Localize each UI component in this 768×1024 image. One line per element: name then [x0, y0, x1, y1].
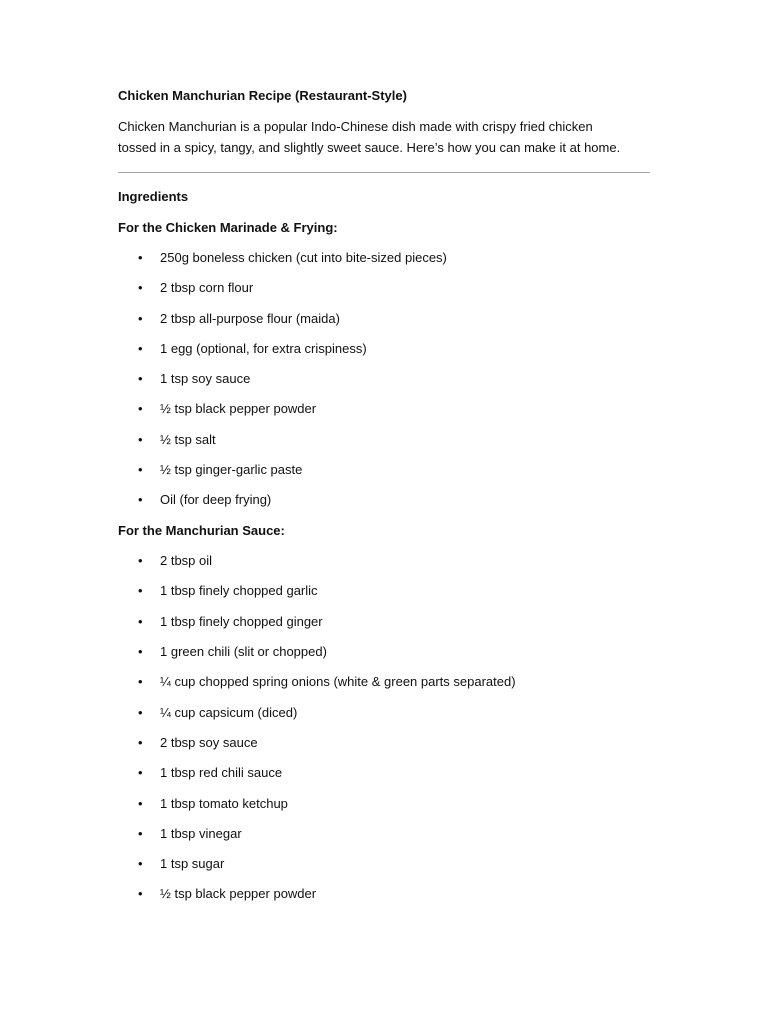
- list-item-text: ¼ cup chopped spring onions (white & green parts separated): [160, 674, 516, 690]
- bullet-icon: •: [138, 704, 143, 720]
- bullet-icon: •: [138, 371, 143, 387]
- intro-paragraph: [118, 116, 650, 158]
- bullet-icon: •: [138, 492, 143, 508]
- list-item: [118, 339, 650, 359]
- bullet-icon: •: [138, 765, 143, 781]
- list-item: [118, 309, 650, 329]
- bullet-icon: •: [138, 280, 143, 296]
- list-item: [118, 672, 650, 692]
- bullet-icon: •: [138, 250, 143, 265]
- sauce-heading: For the Manchurian Sauce:: [118, 522, 285, 538]
- bullet-icon: •: [138, 431, 143, 447]
- bullet-icon: •: [138, 856, 143, 872]
- list-item-text: ½ tsp black pepper powder: [160, 886, 317, 902]
- list-item: [118, 278, 650, 298]
- bullet-icon: •: [138, 644, 143, 660]
- sauce-list: [118, 551, 650, 904]
- list-item: [118, 248, 650, 268]
- list-item: [118, 551, 650, 571]
- bullet-icon: •: [138, 674, 143, 690]
- bullet-icon: •: [138, 734, 143, 750]
- list-item: [118, 460, 650, 480]
- list-item-text: ½ tsp black pepper powder: [160, 401, 317, 417]
- list-item-text: 1 egg (optional, for extra crispiness): [160, 340, 367, 356]
- list-item-text: 1 green chili (slit or chopped): [160, 644, 327, 660]
- document-page: [118, 85, 650, 915]
- bullet-icon: •: [138, 340, 143, 356]
- bullet-icon: •: [138, 583, 143, 599]
- list-item: [118, 581, 650, 601]
- bullet-icon: •: [138, 553, 143, 569]
- list-item-text: 250g boneless chicken (cut into bite-sized pieces): [160, 250, 447, 265]
- list-item: [118, 490, 650, 510]
- list-item: [118, 733, 650, 753]
- list-item-text: 2 tbsp corn flour: [160, 280, 254, 296]
- list-item-text: 1 tbsp finely chopped garlic: [160, 583, 318, 599]
- list-item: [118, 703, 650, 723]
- list-item-text: 1 tbsp finely chopped ginger: [160, 613, 323, 629]
- list-item-text: ½ tsp salt: [160, 431, 216, 447]
- ingredients-heading: Ingredients: [118, 189, 189, 204]
- list-item-text: 1 tbsp red chili sauce: [160, 765, 283, 781]
- bullet-icon: •: [138, 613, 143, 629]
- bullet-icon: •: [138, 795, 143, 811]
- list-item: [118, 824, 650, 844]
- marinade-heading: For the Chicken Marinade & Frying:: [118, 219, 338, 235]
- list-item-text: 1 tbsp vinegar: [160, 825, 242, 841]
- list-item: [118, 642, 650, 662]
- list-item: [118, 854, 650, 874]
- recipe-title: Chicken Manchurian Recipe (Restaurant-Style): [118, 88, 407, 103]
- section-divider: [118, 172, 650, 173]
- bullet-icon: •: [138, 825, 143, 841]
- list-item: [118, 430, 650, 450]
- list-item-text: ½ tsp ginger-garlic paste: [160, 462, 303, 478]
- list-item: [118, 794, 650, 814]
- list-item: [118, 612, 650, 632]
- bullet-icon: •: [138, 462, 143, 478]
- intro-line-1: Chicken Manchurian is a popular Indo-Chinese dish made with crispy fried chicken: [118, 119, 593, 134]
- list-item-text: 1 tsp soy sauce: [160, 371, 251, 387]
- list-item: [118, 884, 650, 904]
- list-item-text: 2 tbsp all-purpose flour (maida): [160, 310, 340, 326]
- bullet-icon: •: [138, 401, 143, 417]
- bullet-icon: •: [138, 886, 143, 902]
- list-item-text: 1 tbsp tomato ketchup: [160, 795, 288, 811]
- list-item-text: 1 tsp sugar: [160, 856, 225, 872]
- list-item-text: 2 tbsp soy sauce: [160, 734, 258, 750]
- bullet-icon: •: [138, 310, 143, 326]
- list-item: [118, 369, 650, 389]
- list-item: [118, 399, 650, 419]
- list-item-text: Oil (for deep frying): [160, 492, 272, 508]
- list-item-text: 2 tbsp oil: [160, 553, 213, 569]
- intro-line-2: tossed in a spicy, tangy, and slightly sweet sauce. Here’s how you can make it at home.: [118, 140, 621, 155]
- list-item-text: ¼ cup capsicum (diced): [160, 704, 298, 720]
- marinade-list: [118, 248, 650, 510]
- list-item: [118, 763, 650, 783]
